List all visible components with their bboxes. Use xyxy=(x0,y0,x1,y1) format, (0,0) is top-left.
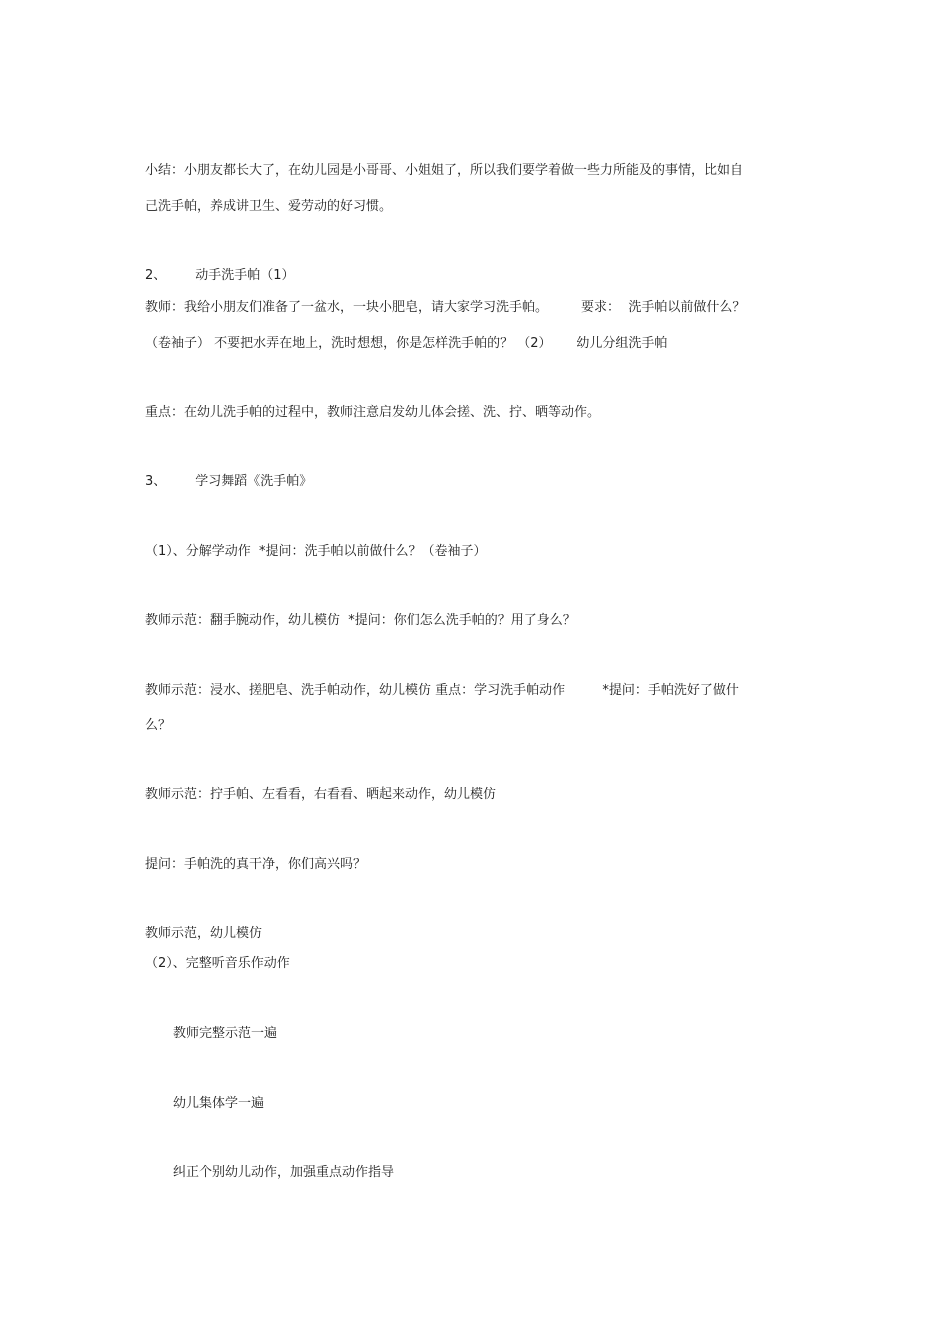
step2-continue-line: （卷袖子） 不要把水弄在地上，洗时想想，你是怎样洗手帕的？ （2） 幼儿分组洗手帕 xyxy=(145,336,668,351)
list-item: 幼儿集体学一遍 xyxy=(173,1096,265,1111)
demo1-line: 教师示范：翻手腕动作，幼儿模仿 *提问：你们怎么洗手帕的？用了身么？ xyxy=(145,613,576,628)
demo2-line-1: 教师示范：浸水、搓肥皂、洗手帕动作，幼儿模仿 重点：学习洗手帕动作 *提问：手帕洗好了做什 xyxy=(145,683,739,698)
key-point: 重点：在幼儿洗手帕的过程中，教师注意启发幼儿体会搓、洗、拧、晒等动作。 xyxy=(145,405,601,420)
question-line: 提问：手帕洗的真干净，你们高兴吗？ xyxy=(145,857,367,872)
demo2-line-2: 么？ xyxy=(145,718,172,733)
step2-teacher-line: 教师：我给小朋友们准备了一盆水，一块小肥皂，请大家学习洗手帕。 要求： 洗手帕以前做什么？ xyxy=(145,300,746,315)
summary-line-2: 己洗手帕，养成讲卫生、爱劳动的好习惯。 xyxy=(145,199,393,214)
step3-heading: 3、 学习舞蹈《洗手帕》 xyxy=(145,474,313,489)
part2-heading: （2）、完整听音乐作动作 xyxy=(145,956,290,971)
demo4-line: 教师示范，幼儿模仿 xyxy=(145,926,263,941)
list-item: 教师完整示范一遍 xyxy=(173,1026,278,1041)
list-item: 纠正个别幼儿动作，加强重点动作指导 xyxy=(173,1165,395,1180)
part1-heading: （1）、分解学动作 *提问：洗手帕以前做什么？（卷袖子） xyxy=(145,544,487,559)
demo3-line: 教师示范：拧手帕、左看看，右看看、晒起来动作，幼儿模仿 xyxy=(145,787,497,802)
summary-line-1: 小结：小朋友都长大了，在幼儿园是小哥哥、小姐姐了，所以我们要学着做一些力所能及的事情，比如自 xyxy=(145,163,744,178)
step2-heading: 2、 动手洗手帕（1） xyxy=(145,268,295,283)
